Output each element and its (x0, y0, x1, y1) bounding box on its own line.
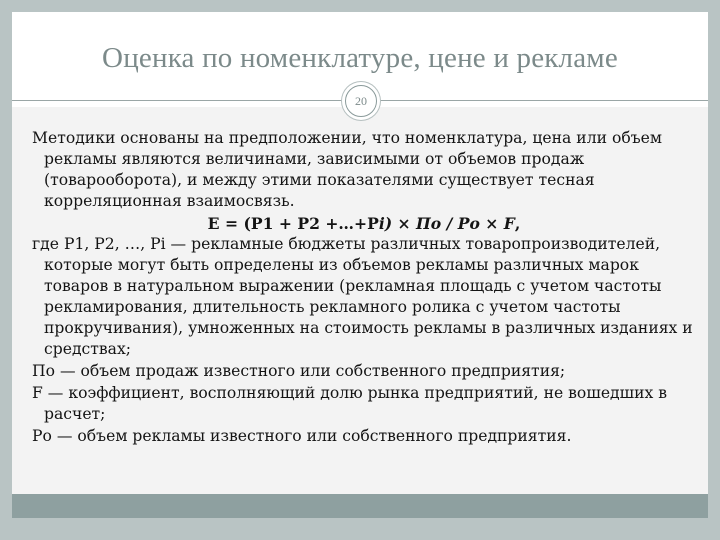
formula-part-2: i) × По / Ро × F (378, 214, 515, 233)
definition-coefficient: F — коэффициент, восполняющий долю рынка предприятий, не вошедших в расчет; (32, 384, 668, 423)
definition-budgets: где P1, P2, …, Pi — рекламные бюджеты различных товаропроизводителей, которые могут быть определены из объемов рекламы различных марок товаров в натуральном выражении (рекламная площадь с учетом частоты рекламирования, длительность рекламного ролика с учетом частоты прокручивания), умноженных на стоимость рекламы в различных изданиях и средствах; (32, 235, 693, 358)
definition-ad-volume: Ро — объем рекламы известного или собственного предприятия. (32, 427, 572, 445)
formula (32, 213, 696, 234)
slide (12, 12, 708, 518)
divider-right (378, 100, 708, 101)
intro-paragraph: Методики основаны на предположении, что номенклатура, цена или объем рекламы являются величинами, зависимыми от объемов продаж (товарооборота), и между этими показателями существует тесная корреляционная взаимосвязь. (32, 129, 663, 210)
formula-part-1: E = (P1 + P2 +…+P (207, 214, 379, 233)
formula-part-3: , (514, 214, 521, 233)
slide-body (32, 128, 696, 448)
footer-band (12, 494, 708, 518)
page-number-badge: 20 (345, 85, 377, 117)
slide-title: Оценка по номенклатуре, цене и рекламе (102, 42, 618, 74)
definition-sales-volume: По — объем продаж известного или собственного предприятия; (32, 362, 566, 380)
divider-left (12, 100, 342, 101)
